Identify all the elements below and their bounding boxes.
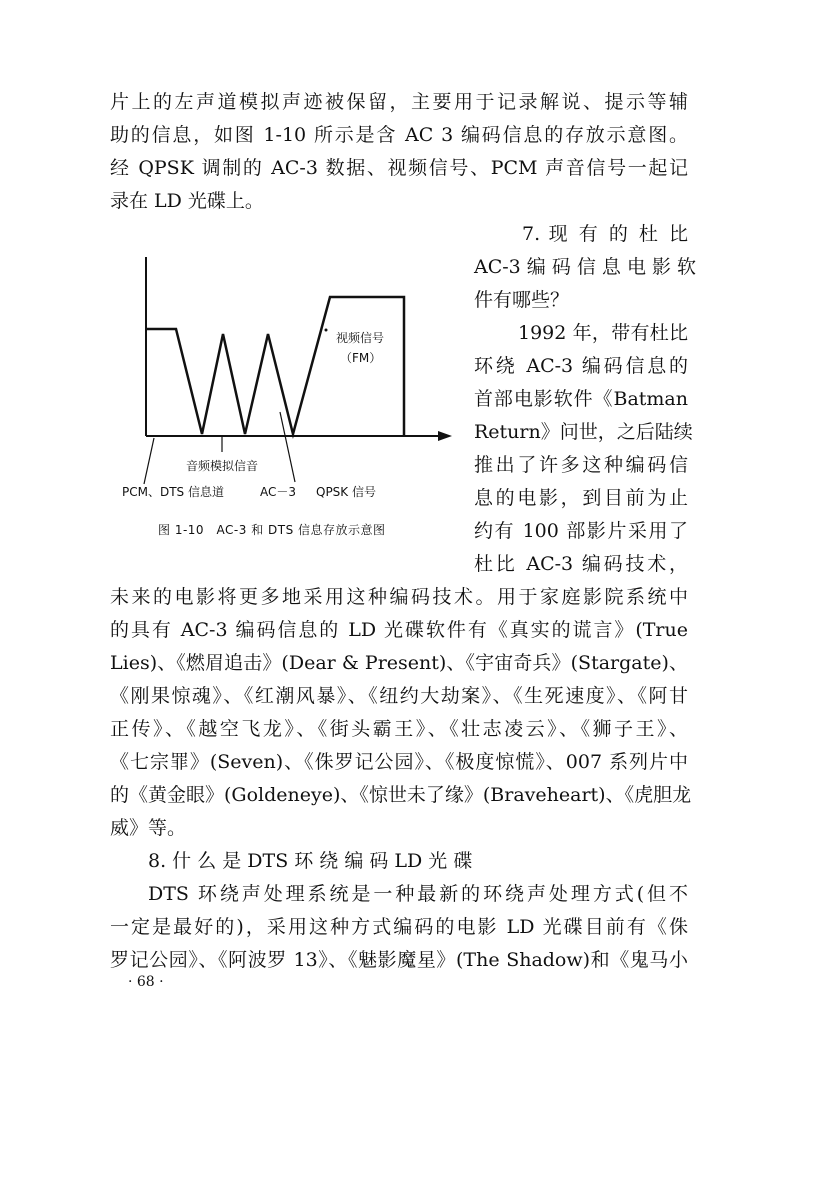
- text-line: 威》等。: [110, 817, 187, 839]
- signal-waveform: [146, 297, 404, 436]
- signal-diagram: [130, 252, 460, 492]
- text-line: 的《黄金眼》(Goldeneye)、《惊世未了缘》(Braveheart)、《虎胆龙: [110, 784, 692, 806]
- text-line: 经 QPSK 调制的 AC-3 数据、视频信号、PCM 声音信号一起记: [110, 157, 688, 179]
- figure-label-ac3: AC－3: [260, 485, 297, 499]
- section-heading-7: 7. 现 有 的 杜 比: [522, 223, 688, 245]
- section-heading-7: 件有哪些？: [474, 289, 570, 311]
- text-line: 《七宗罪》(Seven)、《侏罗记公园》、《极度惊慌》、007 系列片中: [110, 751, 688, 773]
- figure-label-audio-analog: 音频模拟信音: [186, 459, 259, 473]
- page-number: · 68 ·: [128, 974, 164, 990]
- text-line: 正传》、《越空飞龙》、《街头霸王》、《壮志凌云》、《狮子王》、: [110, 718, 688, 740]
- leader-line: [280, 412, 295, 482]
- text-line: 杜比 AC-3 编码技术，: [474, 553, 688, 575]
- text-line: 息的电影，到目前为止: [474, 487, 688, 509]
- text-line: 环绕 AC-3 编码信息的: [474, 355, 688, 377]
- text-line: Return》问世，之后陆续: [474, 421, 693, 443]
- section-heading-7: AC-3 编 码 信 息 电 影 软: [474, 256, 697, 278]
- text-line: 录在 LD 光碟上。: [110, 190, 264, 212]
- text-line: 一定是最好的)，采用这种方式编码的电影 LD 光碟目前有《侏: [110, 916, 688, 938]
- axis-arrow: [438, 431, 452, 441]
- figure-label-video: 视频信号: [336, 331, 385, 345]
- figure-label-qpsk: QPSK 信号: [316, 485, 376, 499]
- text-line: 的具有 AC-3 编码信息的 LD 光碟软件有《真实的谎言》(True: [110, 619, 688, 641]
- text-line: 《刚果惊魂》、《红潮风暴》、《纽约大劫案》、《生死速度》、《阿甘: [110, 685, 688, 707]
- text-line: 助的信息，如图 1-10 所示是含 AC 3 编码信息的存放示意图。: [110, 124, 688, 146]
- text-line: DTS 环绕声处理系统是一种最新的环绕声处理方式(但不: [148, 883, 688, 905]
- marker-dot: [325, 329, 328, 332]
- text-line: 罗记公园》、《阿波罗 13》、《魅影魔星》(The Shadow)和《鬼马小: [110, 949, 688, 971]
- text-line: 约有 100 部影片采用了: [474, 520, 688, 542]
- section-heading-8: 8. 什 么 是 DTS 环 绕 编 码 LD 光 碟: [148, 850, 473, 872]
- figure-caption: 图 1-10 AC-3 和 DTS 信息存放示意图: [158, 523, 386, 537]
- figure-label-pcm-dts: PCM、DTS 信息道: [122, 485, 224, 499]
- text-line: Lies)、《燃眉追击》(Dear & Present)、《宇宙奇兵》(Stargate)、: [110, 652, 688, 674]
- figure-label-fm: （FM）: [340, 351, 382, 365]
- leader-line: [144, 438, 154, 484]
- text-line: 推出了许多这种编码信: [474, 454, 688, 476]
- text-line: 未来的电影将更多地采用这种编码技术。用于家庭影院系统中: [110, 586, 688, 608]
- text-line: 片上的左声道模拟声迹被保留，主要用于记录解说、提示等辅: [110, 91, 688, 113]
- text-line: 首部电影软件《Batman: [474, 388, 688, 410]
- text-line: 1992 年，带有杜比: [518, 322, 688, 344]
